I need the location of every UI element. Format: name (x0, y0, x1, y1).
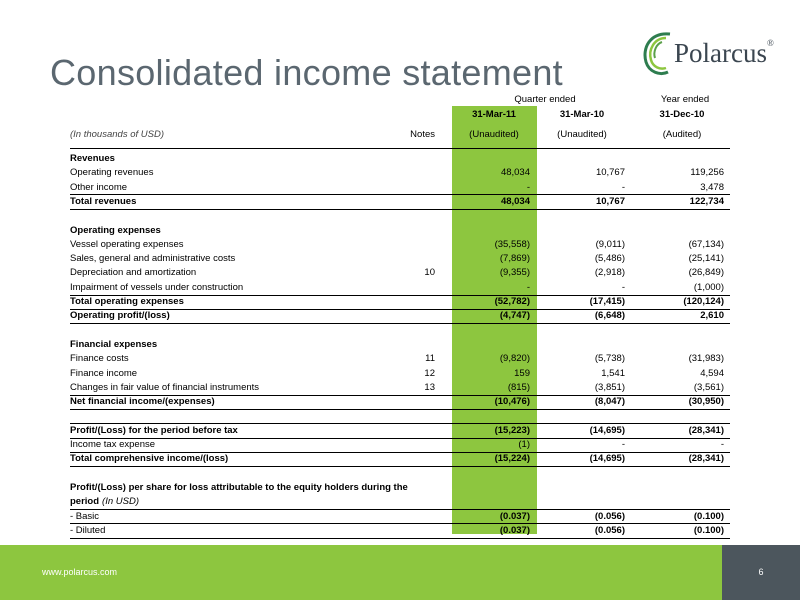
row-value: (5,486) (594, 253, 625, 265)
row-rule (70, 438, 730, 439)
row-value: (9,355) (499, 267, 530, 279)
row-value: (0.100) (693, 510, 724, 522)
row-label-text: Operating revenues (70, 167, 154, 179)
logo-wordmark: Polarcus® (674, 38, 774, 68)
row-value: (14,695) (589, 453, 625, 465)
row-value: (0.037) (499, 524, 530, 536)
row-label-text: - Basic (70, 510, 100, 522)
row-note: 11 (425, 353, 435, 365)
row-value: 10,767 (595, 167, 625, 179)
row-value: 3,478 (700, 181, 724, 193)
row-value: - (621, 439, 625, 450)
row-value: - (526, 181, 530, 193)
row-value: (9,011) (595, 238, 625, 250)
row-value: (0.056) (594, 524, 625, 536)
row-rule (70, 409, 730, 410)
row-value: 122,734 (689, 195, 724, 207)
row-value: (28,341) (688, 424, 724, 436)
row-label-text: Total comprehensive income/(loss) (70, 453, 229, 465)
row-value: 1,541 (601, 367, 625, 379)
period-header: 31-Mar-11 (472, 109, 516, 120)
row-note: 12 (424, 367, 435, 379)
row-label-text: Operating profit/(loss) (70, 310, 170, 322)
row-value: (15,224) (494, 453, 530, 465)
row-value: (10,476) (494, 396, 530, 408)
row-label-text: Revenues (70, 153, 115, 164)
row-label (70, 482, 408, 494)
row-label (70, 296, 184, 308)
row-value: 159 (514, 367, 530, 379)
row-rule (70, 523, 730, 524)
row-rule (70, 194, 730, 195)
row-rule (70, 509, 730, 510)
row-value: (17,415) (589, 296, 625, 307)
row-label-text: Impairment of vessels under construction (70, 281, 244, 293)
row-value: - (720, 439, 724, 450)
row-value: (815) (507, 381, 530, 393)
row-value: (6,648) (594, 310, 625, 322)
row-label-text: Sales, general and administrative costs (70, 253, 236, 265)
row-value: (2,918) (594, 267, 625, 279)
row-label-text: Depreciation and amortization (70, 267, 197, 279)
row-value: (3,561) (693, 381, 724, 393)
row-value: (52,782) (494, 296, 530, 307)
row-label (70, 511, 99, 523)
row-label-text: Income tax expense (70, 439, 156, 450)
units-label: (In thousands of USD) (70, 129, 164, 140)
row-label-text: Other income (70, 181, 128, 193)
row-label-text: Profit/(Loss) for the period before tax (70, 424, 238, 436)
row-value: (8,047) (594, 396, 625, 408)
row-value: (15,223) (494, 424, 530, 436)
row-value: (25,141) (688, 253, 724, 265)
row-value: (0.056) (594, 510, 625, 522)
row-value: (9,820) (499, 353, 530, 365)
row-label (70, 253, 235, 265)
row-value: 48,034 (500, 167, 530, 179)
row-label (70, 167, 153, 179)
footer-bar (0, 545, 800, 600)
row-value: (26,849) (688, 267, 724, 279)
row-label-text: Profit/(Loss) per share for loss attributable to the equity holders during the (70, 481, 408, 493)
table-rule (70, 148, 730, 149)
row-label-text: Vessel operating expenses (70, 238, 184, 250)
row-label (70, 353, 129, 365)
row-value: (120,124) (683, 296, 724, 307)
row-rule (70, 209, 730, 210)
row-label (70, 339, 157, 351)
row-label (70, 439, 155, 451)
row-label-text: period (70, 496, 100, 508)
page-number: 6 (758, 567, 764, 577)
row-rule (70, 538, 730, 539)
row-value: (14,695) (589, 424, 625, 436)
row-value: (0.037) (499, 510, 530, 522)
row-rule (70, 323, 730, 324)
period-header: 31-Dec-10 (659, 109, 705, 120)
row-value: - (526, 281, 530, 293)
row-label-text: Operating expenses (70, 224, 161, 236)
row-value: (30,950) (688, 396, 724, 408)
footer-url[interactable]: www.polarcus.com (42, 567, 118, 577)
row-label (70, 282, 243, 294)
row-value: (5,738) (594, 353, 625, 365)
row-label-text: Changes in fair value of financial instruments (70, 381, 260, 393)
row-label (70, 239, 184, 251)
row-value: (1,000) (693, 281, 724, 293)
row-label-text: Finance costs (70, 353, 129, 365)
row-label (70, 496, 139, 508)
row-value: - (621, 281, 625, 293)
row-label-unit: (In USD) (102, 496, 139, 508)
row-label (70, 196, 136, 208)
row-value: (28,341) (688, 453, 724, 465)
row-label (70, 153, 115, 165)
row-note: 13 (424, 381, 435, 393)
audit-status: (Unaudited) (469, 129, 519, 140)
audit-status: (Audited) (662, 129, 702, 140)
row-value: 10,767 (595, 195, 625, 207)
row-note: 10 (424, 267, 435, 279)
row-label (70, 182, 127, 194)
row-value: (31,983) (688, 353, 724, 365)
row-label (70, 267, 196, 279)
row-value: (35,558) (494, 238, 530, 250)
row-label-text: Net financial income/(expenses) (70, 396, 215, 408)
row-value: 48,034 (500, 195, 530, 207)
row-label (70, 525, 105, 537)
row-value: (7,869) (499, 253, 530, 265)
row-value: (0.100) (693, 524, 724, 536)
row-label-text: Finance income (70, 367, 138, 379)
row-label (70, 382, 259, 394)
row-label (70, 310, 170, 322)
row-value: - (621, 181, 625, 193)
row-label (70, 368, 137, 380)
row-rule (70, 466, 730, 467)
row-label-text: Financial expenses (70, 338, 158, 350)
row-value: (1) (518, 439, 530, 450)
quarter-ended-label: Quarter ended (514, 94, 576, 105)
page-title: Consolidated income statement (50, 52, 563, 93)
row-label-text: - Diluted (70, 524, 106, 536)
row-label (70, 225, 161, 237)
row-value: (4,747) (499, 310, 530, 322)
row-value: (67,134) (688, 238, 724, 250)
row-value: 4,594 (700, 367, 724, 379)
row-value: 119,256 (690, 167, 724, 179)
row-label-text: Total operating expenses (70, 296, 184, 307)
year-ended-label: Year ended (660, 94, 710, 105)
row-label-text: Total revenues (70, 195, 137, 207)
row-label (70, 396, 215, 408)
row-label (70, 453, 228, 465)
row-value: (3,851) (594, 381, 625, 393)
footer-page-box (722, 545, 800, 600)
audit-status: (Unaudited) (557, 129, 607, 140)
period-header: 31-Mar-10 (559, 109, 605, 120)
notes-header: Notes (410, 129, 435, 140)
row-value: 2,610 (700, 310, 724, 322)
row-label (70, 425, 238, 437)
